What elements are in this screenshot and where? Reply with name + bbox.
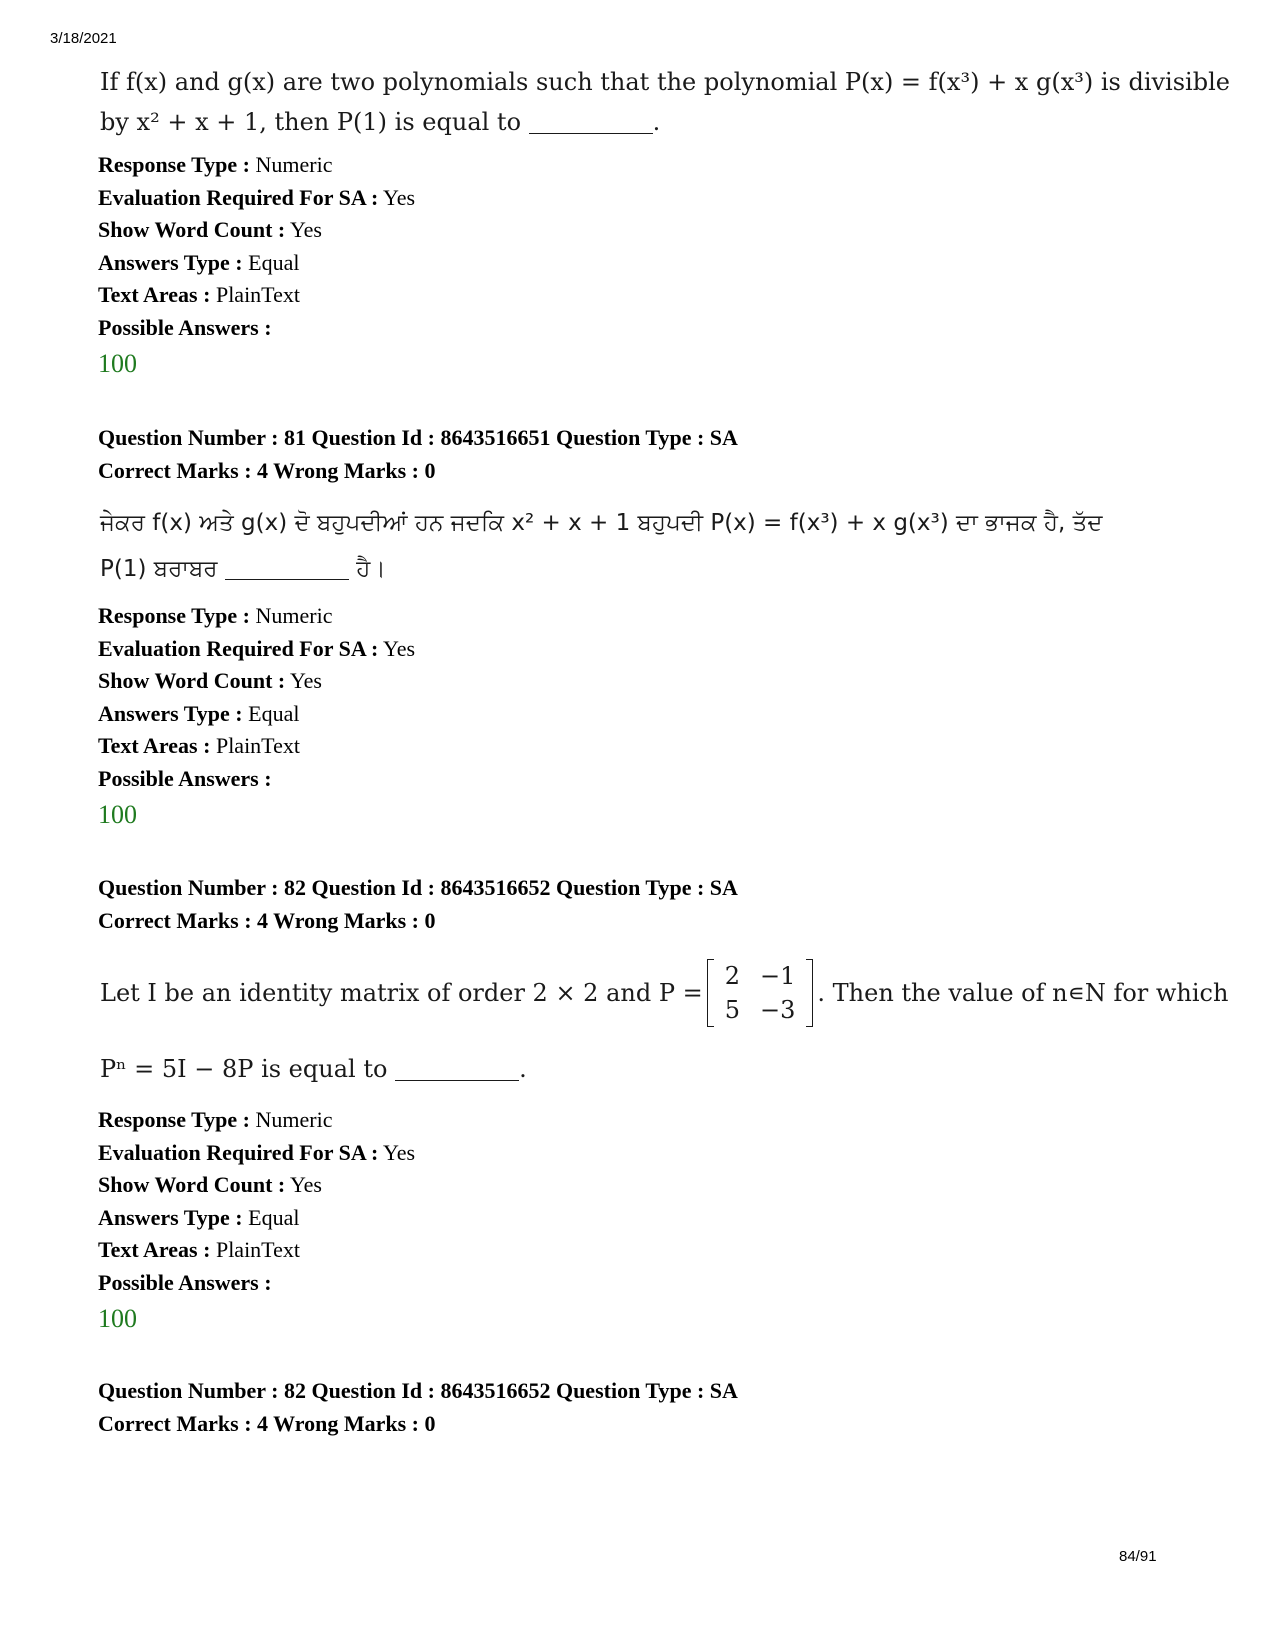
response-type-value: Numeric	[255, 603, 333, 628]
matrix-cell: 5	[724, 996, 740, 1024]
question-line-text: P(1) ਬਰਾਬਰ	[100, 556, 218, 582]
possible-answers-label: Possible Answers :	[98, 314, 272, 340]
text-areas-label: Text Areas :	[98, 733, 211, 759]
possible-answer: 100	[98, 348, 137, 378]
question-meta	[98, 1104, 415, 1336]
response-type-value: Numeric	[255, 1107, 333, 1132]
evaluation-label: Evaluation Required For SA :	[98, 635, 379, 661]
answers-type-value: Equal	[248, 1204, 300, 1230]
possible-answer: 100	[98, 799, 137, 829]
possible-answer: 100	[98, 1303, 137, 1333]
question-meta	[98, 149, 415, 381]
question-line: If f(x) and g(x) are two polynomials such that the polynomial P(x) = f(x³) + x g(x³) is divisible	[100, 68, 1230, 96]
question-line: by x² + x + 1, then P(1) is equal to .	[100, 108, 661, 136]
marks-line: Correct Marks : 4 Wrong Marks : 0	[98, 1410, 436, 1436]
response-type-label: Response Type :	[98, 1107, 250, 1132]
possible-answers-label: Possible Answers :	[98, 1269, 272, 1295]
answers-type-label: Answers Type :	[98, 1204, 243, 1230]
question-meta	[98, 600, 415, 832]
question-header	[98, 872, 738, 937]
matrix-cell: −1	[760, 962, 796, 990]
answers-type-label: Answers Type :	[98, 249, 243, 275]
text-areas-value: PlainText	[215, 282, 300, 308]
evaluation-label: Evaluation Required For SA :	[98, 184, 379, 210]
question-text-image	[100, 62, 1230, 142]
text-areas-value: PlainText	[215, 1237, 300, 1263]
print-date: 3/18/2021	[50, 30, 117, 47]
question-header	[98, 422, 738, 487]
show-word-count-label: Show Word Count :	[98, 1172, 286, 1198]
show-word-count-label: Show Word Count :	[98, 668, 286, 694]
answers-type-value: Equal	[248, 700, 300, 726]
matrix-cell: 2	[724, 962, 740, 990]
marks-line: Correct Marks : 4 Wrong Marks : 0	[98, 457, 436, 483]
response-type-label: Response Type :	[98, 152, 250, 177]
text-areas-label: Text Areas :	[98, 282, 211, 308]
evaluation-label: Evaluation Required For SA :	[98, 1139, 379, 1165]
question-line-text: . Then the value of n∊N for which	[817, 979, 1229, 1007]
evaluation-value: Yes	[383, 635, 416, 661]
left-bracket	[707, 959, 714, 1027]
text-areas-label: Text Areas :	[98, 1237, 211, 1263]
show-word-count-value: Yes	[289, 1172, 322, 1198]
question-line	[100, 955, 1229, 1031]
possible-answers-label: Possible Answers :	[98, 765, 272, 791]
question-number-line: Question Number : 82 Question Id : 8643516652 Question Type : SA	[98, 1378, 738, 1403]
matrix-p	[707, 959, 814, 1027]
text-areas-value: PlainText	[215, 733, 300, 759]
question-line-text: Let I be an identity matrix of order 2 × 2 and P =	[100, 979, 703, 1007]
marks-line: Correct Marks : 4 Wrong Marks : 0	[98, 907, 436, 933]
response-type-label: Response Type :	[98, 603, 250, 628]
answer-blank	[395, 1058, 519, 1081]
response-type-value: Numeric	[255, 152, 333, 177]
question-line: ਜੇਕਰ f(x) ਅਤੇ g(x) ਦੋ ਬਹੁਪਦੀਆਂ ਹਨ ਜਦਕਿ x² + x + 1 ਬਹੁਪਦੀ P(x) = f(x³) + x g(x³) ਦਾ ਭਾਜਕ ਹੈ, ਤੱਦ	[100, 510, 1103, 536]
question-header	[98, 1375, 738, 1440]
question-line: Pⁿ = 5I − 8P is equal to .	[100, 1055, 527, 1083]
question-number-line: Question Number : 81 Question Id : 8643516651 Question Type : SA	[98, 425, 738, 450]
evaluation-value: Yes	[383, 1139, 416, 1165]
answers-type-value: Equal	[248, 249, 300, 275]
answers-type-label: Answers Type :	[98, 700, 243, 726]
question-text-image	[100, 500, 1150, 592]
show-word-count-value: Yes	[289, 217, 322, 243]
page-number: 84/91	[1119, 1548, 1157, 1565]
show-word-count-value: Yes	[289, 668, 322, 694]
answer-blank	[225, 557, 349, 580]
question-number-line: Question Number : 82 Question Id : 8643516652 Question Type : SA	[98, 875, 738, 900]
show-word-count-label: Show Word Count :	[98, 217, 286, 243]
matrix-cell: −3	[760, 996, 796, 1024]
question-line-text: Pⁿ = 5I − 8P is equal to	[100, 1055, 388, 1083]
answer-blank	[529, 111, 653, 134]
question-text-image	[100, 955, 1229, 1089]
right-bracket	[806, 959, 813, 1027]
question-line-text: by x² + x + 1, then P(1) is equal to	[100, 108, 522, 136]
question-line-text: ਹੈ।	[356, 556, 386, 582]
evaluation-value: Yes	[383, 184, 416, 210]
question-line	[100, 546, 1150, 592]
